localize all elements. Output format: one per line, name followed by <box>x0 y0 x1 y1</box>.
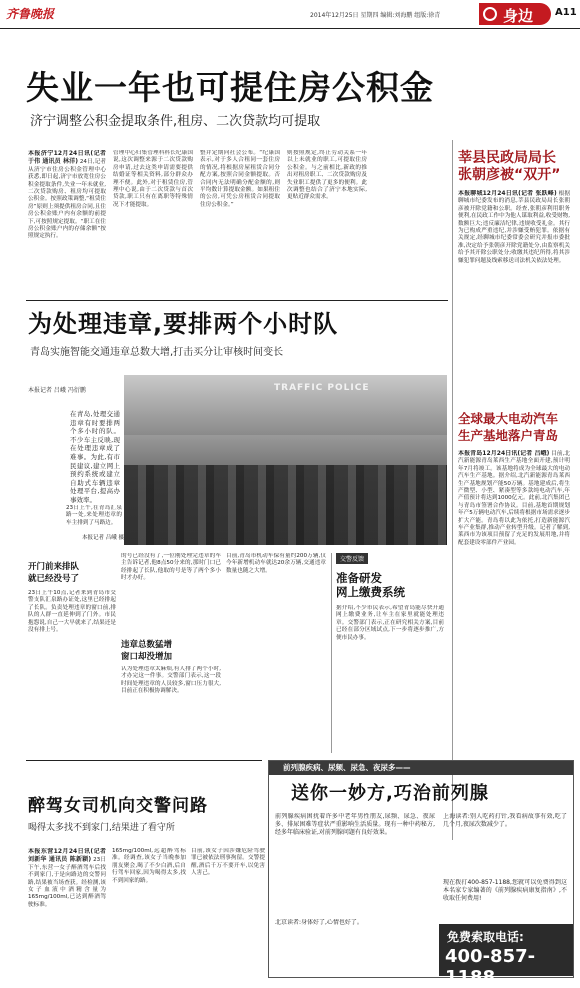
ad-headline: 送你一妙方,巧治前列腺 <box>291 783 489 804</box>
header-rule <box>0 28 580 29</box>
lead-column-5 <box>374 150 448 295</box>
lead-column-2: 管理中心归集管理科科长纪康国说,这次调整来源于二次贷款购房申请,过去这类申请需要提供结婚证等相关资料,部分群众办理不便。此外,对于租赁住房,管理中心说,由于二次贷款与首次贷款,职工只有在离职等特殊情况下才能提取。 <box>113 150 193 208</box>
ad-quote: 现在拨打400-857-1188,您就可以免费得到这本名家专家编著的《前列腺疾病康复指南》,不收取任何费用! <box>443 879 567 902</box>
traffic-police-photo <box>124 375 447 545</box>
sidebar1-text: 根据聊城市纪委发布的消息,莘县民政局局长张朝彦被开除党籍和公职。经查,张朝彦利用职务便利,在民政工作中为他人谋取利益,收受财物,数额巨大;违反廉洁纪律,违规收受礼金。其行为已构成严重违纪,并涉嫌受贿犯罪。依据有关规定,经聊城市纪委常委会研究并报市委批准,决定给予张朝彦开除党籍处分,由监察机关给予其开除公职处分;收缴其违纪所得,将其涉嫌犯罪问题及线索移送司法机关依法处理。 <box>458 191 570 264</box>
article2-top-rule <box>26 300 448 301</box>
masthead <box>0 0 580 28</box>
article3-top-rule <box>26 760 262 761</box>
sidebar-divider <box>452 140 453 840</box>
article2-photo-credit: 本报记者 吕峨 摄 <box>82 535 124 541</box>
sidebar1-title-2: 张朝彦被“双开” <box>458 167 561 183</box>
ad-phone-label: 免费索取电话: <box>447 930 524 944</box>
article3-column-1 <box>28 848 106 976</box>
notice-title-2: 网上缴费系统 <box>336 585 405 599</box>
dateline: 2014年12月25日 星期四 编辑:刘海鹏 组版:徐青 <box>310 12 441 19</box>
notice-box <box>331 553 447 753</box>
article2-column-1: 23日上午10点,记者来到青岛市交警支队汇泉路办证处,这里已经排起了长队。负责处理违章的窗口前,排队的人群一直延伸到了门外。市民抱怨说,自己一大早就来了,结果还是没有排上号。 <box>28 590 116 634</box>
notice-body: 据介绍,不少市民表示,希望青岛能尽快开通网上缴费业务,让车主在家里就能处理违章。交警部门表示,正在研究相关方案,目前已经在部分区域试点,下一步将逐步推广,方便市民办事。 <box>336 605 444 641</box>
lead-text-1: 24日,记者从济宁市住房公积金管理中心获悉,即日起,济宁市放宽住房公积金提取条件,失业一年未就业,二次贷款购房、租房均可提取公积金。按照政策调整,“租赁住房”原则上须提供租房合同,且住房公积金账户内有余额的前提下,可按照规定提取。“职工在住房公积金账户内的存储余额”按照规定执行。 <box>28 159 106 240</box>
section-name: 身边 <box>503 7 534 25</box>
article2-caption: 23日上午,在青岛汇泉路一处,来处理违章的车主排到了马路边。 <box>66 505 122 526</box>
article3-subheadline: 喝得太多找不到家门,结果进了看守所 <box>28 823 175 833</box>
article2-subhead-1: 开门前来排队 <box>28 562 80 572</box>
lead-column-3: 整并定期向社会公布。“纪康国表示,对于多人合租同一套住房的情况,将根据房屋租赁合同分配方案,按照合同金额提取。否合同内无法明确分配金额的,则平均数计算提取金额。如果租住的公房,可凭公房租赁合同提取住房公积金。” <box>200 150 280 208</box>
sidebar1-title-1: 莘县民政局局长 <box>458 150 556 166</box>
lead-column-1 <box>28 150 106 295</box>
lead-subheadline: 济宁调整公积金提取条件,租房、二次贷款均可提取 <box>30 114 321 129</box>
ad-block <box>268 760 574 988</box>
ad-side-text: 上海读者:别人吃药打针,我看病故事有效,吃了几个月,夜尿次数减少了。 <box>443 813 567 828</box>
ad-signoff: 北京读者:身体好了,心情也好了。 <box>275 919 363 926</box>
article2-column-3: 认为处理违章太麻烦,有人排了两个小时,才办完这一件事。交警部门表示,这一段时间处理违章的人员较多,窗口压力很大,目前正在积极协调解决。 <box>121 666 221 695</box>
page-number: A11 <box>555 7 577 18</box>
article2-column-4: 目前,青岛市机动车保有量约200万辆,仅今年新增机动车就达20余万辆,交通违章数量也随之大增。 <box>226 553 326 574</box>
ad-phone-box[interactable] <box>439 924 573 988</box>
lead-headline: 失业一年也可提住房公积金 <box>26 68 434 107</box>
article3-column-3: 目前,该女子因涉嫌危险驾驶罪已被依法刑事拘留。交警提醒,酒后千万不要开车,以免害人害己。 <box>191 848 265 877</box>
section-tag <box>479 3 551 25</box>
article2-subhead-2b: 窗口却没增加 <box>121 652 173 662</box>
notice-label: 交警反馈 <box>336 553 368 564</box>
crowd-silhouette <box>124 465 447 545</box>
newspaper-logo: 齐鲁晚报 <box>6 7 55 21</box>
ad-body: 前列腺疾病困扰着许多中老年男性朋友,尿频、尿急、夜尿多、排尿困难等症状严重影响生活质量。现有一种中药秘方,经多年临床验证,对前列腺问题有良好效果。 <box>275 813 435 836</box>
sidebar1-body <box>458 190 570 420</box>
lead-column-4: 则按照规定,终止劳动关系一年以上未就业的职工,可提取住房公积金。与之前相比,新政的推出对租房职工、二次贷款购房及失业职工提供了更多的便利。此次调整也结合了济宁本地实际,更贴近群众需求。 <box>287 150 367 201</box>
section-logo-icon <box>483 7 497 21</box>
sidebar2-byline: 本报青岛12月24日讯(记者 吕峨) <box>458 450 550 457</box>
sidebar2-text: 目前,北汽新能源青岛莱西生产基地全面开建,预计明年7月将竣工。该基地将成为全球最大的电动汽车生产基地。据介绍,北汽新能源青岛莱西生产基地规划产能50万辆。基地建成后,将生产微型、小型、紧凑型等多款纯电动汽车,年产值预计将达到1000亿元。此前,北汽集团已与青岛市签署合作协议。目前,基地首期规划年产5万辆电动汽车,后续将根据市场需求逐步扩大产能。青岛将以此为依托,打造新能源汽车产业集群,推动产业转型升级。记者了解到,莱西市为该项目预留了充足的发展用地,并将配套建设零部件产业园。 <box>458 451 570 546</box>
article3-byline: 本报东营12月24日讯(记者 刘新华 通讯员 陈新颖) <box>28 848 106 864</box>
lead-byline: 本报济宁12月24日讯(记者 于伟 通讯员 林洋) <box>28 150 106 166</box>
sidebar2-title-1: 全球最大电动汽车 <box>458 411 559 426</box>
sidebar1 <box>458 150 570 420</box>
traffic-police-sign: TRAFFIC POLICE <box>274 383 370 393</box>
article3-headline: 醉驾女司机向交警问路 <box>28 796 208 816</box>
ad-banner: 前列腺疾病、尿频、尿急、夜尿多—— <box>269 761 573 775</box>
sidebar1-byline: 本报聊城12月24日讯(记者 张跃峰) <box>458 190 557 197</box>
article3-column-2: 165mg/100ml,远超醉驾标准。经调查,该女子当晚参加朋友聚会,喝了不少白酒,后自行驾车回家,因为喝得太多,找不到回家的路。 <box>112 848 186 884</box>
article2-byline: 本报记者 吕峨 冯衍鹏 <box>28 387 86 394</box>
article2-subheadline: 青岛实施智能交通违章总数大增,打击买分让审核时间变长 <box>30 347 284 358</box>
sidebar2-title-2: 生产基地落户青岛 <box>458 428 559 443</box>
article2-subhead-2: 违章总数猛增 <box>121 640 173 650</box>
ad-phone-number: 400-857-1188 <box>445 946 536 988</box>
article3-text-1: 23日下午,东营一女子醉酒驾车后找不到家门,于是向路边的交警问路,结果被当场查获。经检测,该女子血液中酒精含量为165mg/100ml,已达到醉酒驾驶标准。 <box>28 857 106 908</box>
article2-column-2: 的号已经没有了,一位刚处理完违章的车主告诉记者,他8点50分来的,那时门口已经排起了长队,他取的号是等了两个多小时才办好。 <box>121 553 221 582</box>
article2-intro: 在青岛,处理交通违章有时要排两个多小时的队。不少车主反映,现在处理违章成了难事。为此,有市民建议,建立网上预约系统或建立自助式车辆违章处理平台,提高办事效率。 <box>70 410 120 504</box>
article2-subhead-1b: 就已经没号了 <box>28 574 80 584</box>
notice-title-1: 准备研发 <box>336 571 382 585</box>
article2-headline: 为处理违章,要排两个小时队 <box>28 310 339 338</box>
